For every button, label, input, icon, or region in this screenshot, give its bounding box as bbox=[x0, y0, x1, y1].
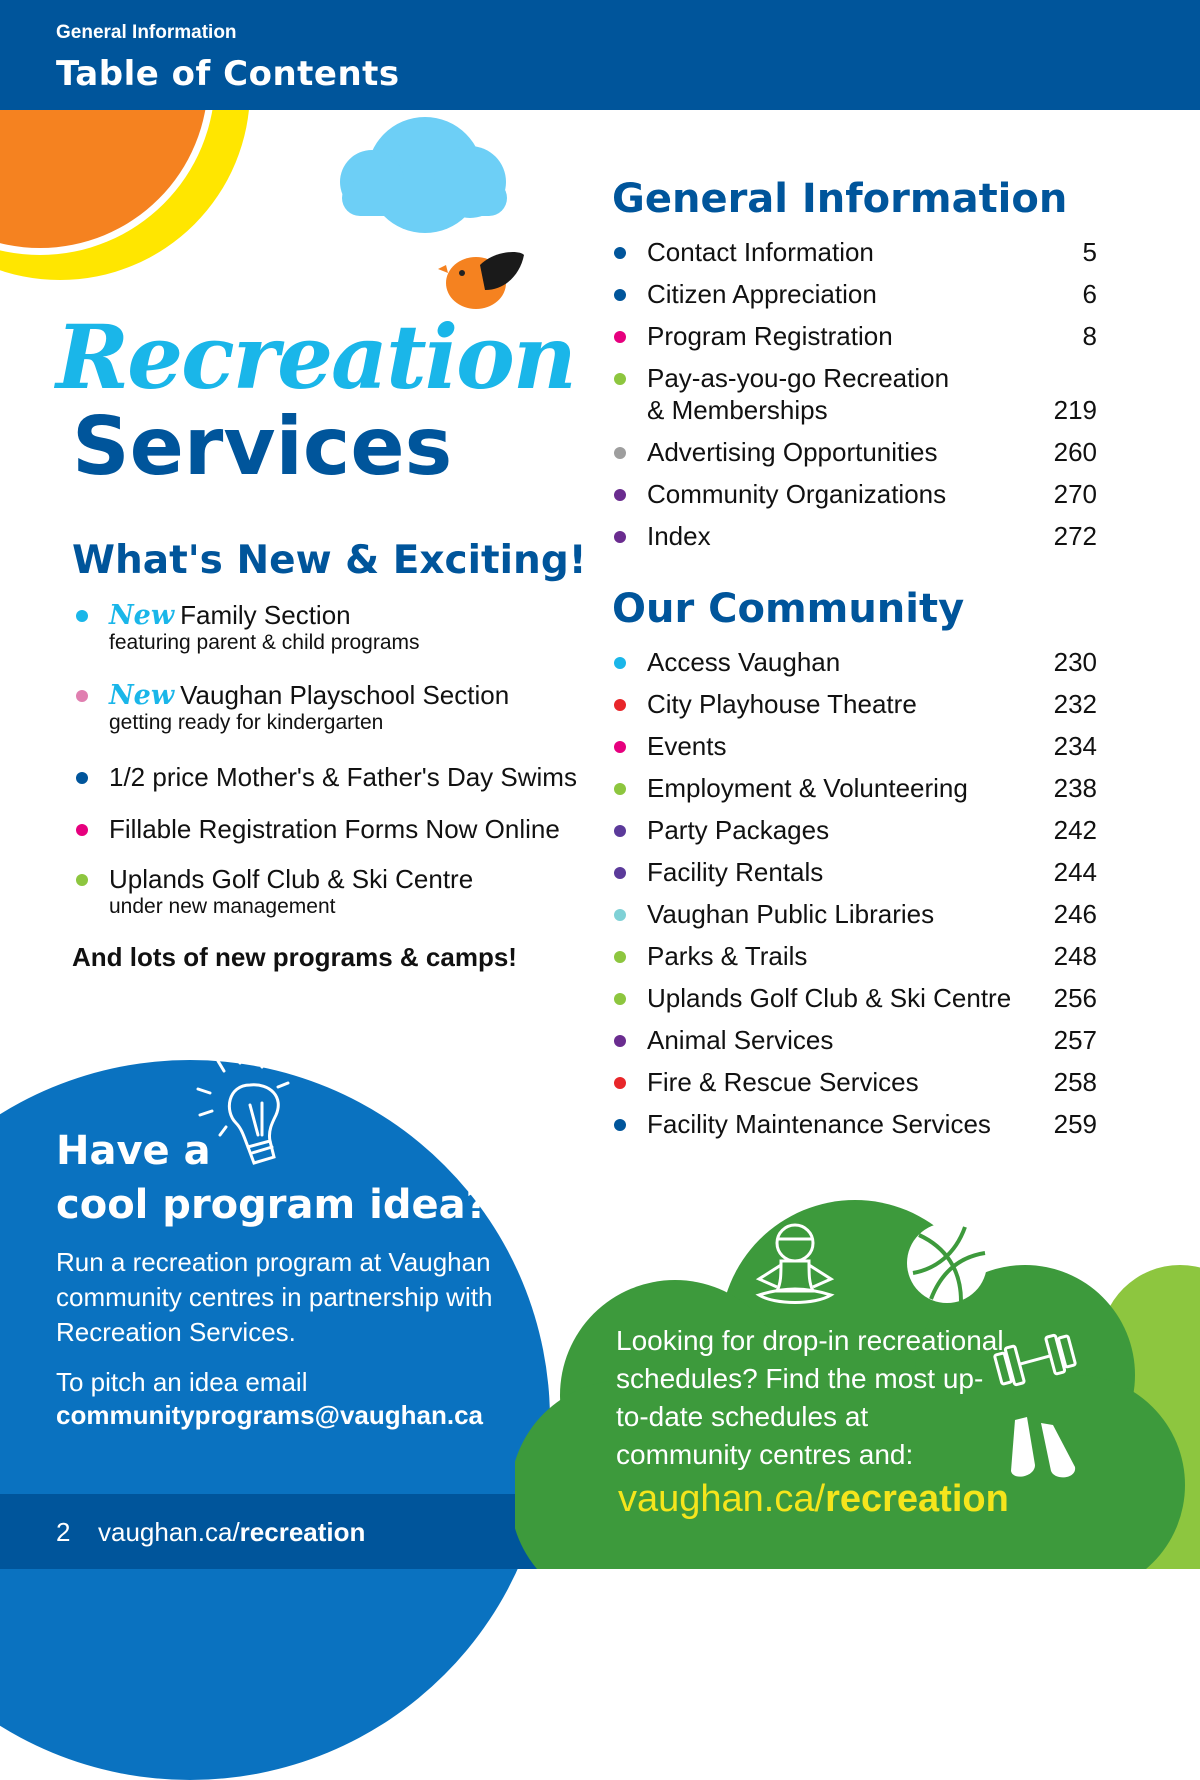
toc-label: Community Organizations bbox=[647, 479, 947, 509]
toc-page-number: 232 bbox=[1053, 689, 1097, 719]
footer-url-link[interactable] bbox=[98, 1517, 365, 1548]
idea-email-link[interactable]: communityprograms@vaughan.ca bbox=[56, 1400, 484, 1430]
page-title: Table of Contents bbox=[56, 54, 400, 94]
bullet-dot-icon bbox=[614, 489, 626, 501]
toc-page-number: 238 bbox=[1053, 773, 1097, 803]
bullet-dot-icon bbox=[76, 874, 88, 886]
toc-label: Access Vaughan bbox=[647, 647, 841, 677]
whats-new-text: Fillable Registration Forms Now Online bbox=[109, 814, 560, 844]
toc-page-number: 270 bbox=[1053, 479, 1097, 509]
bullet-dot-icon bbox=[614, 331, 626, 343]
toc-label: Employment & Volunteering bbox=[647, 773, 968, 803]
whats-new-heading: What's New & Exciting! bbox=[72, 538, 587, 583]
idea-body-text: Run a recreation program at Vaughan community centres in partnership with Recreation Services. bbox=[56, 1247, 493, 1347]
footer-url-prefix: vaughan.ca/ bbox=[98, 1517, 240, 1547]
bullet-dot-icon bbox=[614, 993, 626, 1005]
toc-page-number: 248 bbox=[1053, 941, 1097, 971]
whats-new-text: Vaughan Playschool Section bbox=[180, 680, 510, 710]
new-tag: New bbox=[109, 600, 175, 631]
bullet-dot-icon bbox=[614, 531, 626, 543]
page-number: 2 bbox=[56, 1517, 71, 1547]
toc-label-continued: & Memberships bbox=[647, 395, 828, 425]
sun-icon bbox=[0, 110, 250, 280]
bullet-dot-icon bbox=[76, 690, 88, 702]
hero-title-script: Recreation bbox=[56, 305, 575, 409]
bullet-dot-icon bbox=[614, 951, 626, 963]
toc-label: Events bbox=[647, 731, 727, 761]
whats-new-item bbox=[72, 600, 562, 655]
whats-new-text: 1/2 price Mother's & Father's Day Swims bbox=[109, 762, 577, 792]
bullet-dot-icon bbox=[614, 825, 626, 837]
whats-new-text: Uplands Golf Club & Ski Centre bbox=[109, 864, 474, 894]
bullet-dot-icon bbox=[614, 373, 626, 385]
toc-label: Animal Services bbox=[647, 1025, 834, 1055]
dropin-text: Looking for drop-in recreational schedules? Find the most up-to-date schedules at community centres and: bbox=[616, 1325, 1004, 1470]
toc-page-number: 242 bbox=[1053, 815, 1097, 845]
new-tag: New bbox=[109, 680, 175, 711]
toc-page-number: 230 bbox=[1053, 647, 1097, 677]
bullet-dot-icon bbox=[614, 1035, 626, 1047]
decor-illustration bbox=[0, 110, 560, 330]
whats-new-item bbox=[72, 680, 562, 735]
idea-title-line1: Have a bbox=[56, 1128, 211, 1174]
toc-label: Facility Rentals bbox=[647, 857, 824, 887]
hero-title-main: Services bbox=[72, 400, 453, 493]
toc-label: Parks & Trails bbox=[647, 941, 808, 971]
toc-label: Contact Information bbox=[647, 237, 874, 267]
dropin-url-bold: recreation bbox=[825, 1478, 1009, 1520]
volleyball-icon bbox=[907, 1223, 987, 1303]
whats-new-subtext: getting ready for kindergarten bbox=[109, 711, 384, 734]
toc-label: Fire & Rescue Services bbox=[647, 1067, 919, 1097]
toc-page-number: 259 bbox=[1053, 1109, 1097, 1139]
whats-new-subtext: featuring parent & child programs bbox=[109, 631, 420, 654]
toc-page-number: 234 bbox=[1053, 731, 1097, 761]
toc-label: Vaughan Public Libraries bbox=[647, 899, 935, 929]
toc-label: Party Packages bbox=[647, 815, 830, 845]
toc-page-number: 219 bbox=[1053, 395, 1097, 425]
whats-new-item bbox=[72, 762, 577, 793]
idea-title-line2: cool program idea? bbox=[56, 1182, 489, 1228]
bullet-dot-icon bbox=[76, 824, 88, 836]
bullet-dot-icon bbox=[76, 610, 88, 622]
bullet-dot-icon bbox=[614, 289, 626, 301]
toc-page-number: 272 bbox=[1053, 521, 1097, 551]
whats-new-subtext: under new management bbox=[109, 895, 336, 918]
toc-page-number: 257 bbox=[1053, 1025, 1097, 1055]
bullet-dot-icon bbox=[76, 772, 88, 784]
whats-new-item bbox=[72, 864, 562, 919]
toc-label: City Playhouse Theatre bbox=[647, 689, 917, 719]
cloud-icon bbox=[340, 117, 507, 233]
whats-new-footer: And lots of new programs & camps! bbox=[72, 942, 517, 972]
bullet-dot-icon bbox=[614, 1119, 626, 1131]
toc-page-number: 8 bbox=[1082, 321, 1097, 351]
bullet-dot-icon bbox=[614, 741, 626, 753]
toc-page-number: 5 bbox=[1082, 237, 1097, 267]
toc-page-number: 260 bbox=[1053, 437, 1097, 467]
toc-label: Advertising Opportunities bbox=[647, 437, 938, 467]
toc-label: Uplands Golf Club & Ski Centre bbox=[647, 983, 1012, 1013]
bullet-dot-icon bbox=[614, 867, 626, 879]
toc-label: Facility Maintenance Services bbox=[647, 1109, 991, 1139]
toc-page-number: 246 bbox=[1053, 899, 1097, 929]
toc-page-number: 6 bbox=[1082, 279, 1097, 309]
toc-heading-community: Our Community bbox=[612, 586, 965, 632]
bullet-dot-icon bbox=[614, 783, 626, 795]
toc-page-number: 244 bbox=[1053, 857, 1097, 887]
toc-label: Pay-as-you-go Recreation bbox=[647, 363, 950, 393]
toc-label: Index bbox=[647, 521, 711, 551]
bullet-dot-icon bbox=[614, 657, 626, 669]
idea-pitch-text: To pitch an idea email bbox=[56, 1367, 308, 1397]
footer-url-bold: recreation bbox=[239, 1517, 366, 1547]
whats-new-item bbox=[72, 814, 562, 845]
bullet-dot-icon bbox=[614, 247, 626, 259]
toc-page-number: 256 bbox=[1053, 983, 1097, 1013]
bullet-dot-icon bbox=[614, 447, 626, 459]
bullet-dot-icon bbox=[614, 909, 626, 921]
toc-label: Citizen Appreciation bbox=[647, 279, 877, 309]
bird-icon bbox=[438, 252, 524, 309]
dropin-url-link[interactable] bbox=[618, 1478, 1009, 1521]
toc-label: Program Registration bbox=[647, 321, 893, 351]
toc-page-number: 258 bbox=[1053, 1067, 1097, 1097]
dropin-url-prefix: vaughan.ca/ bbox=[618, 1478, 826, 1520]
bullet-dot-icon bbox=[614, 1077, 626, 1089]
toc-heading-general: General Information bbox=[612, 176, 1068, 222]
bullet-dot-icon bbox=[614, 699, 626, 711]
whats-new-text: Family Section bbox=[180, 600, 351, 630]
header-section-label: General Information bbox=[56, 22, 237, 43]
